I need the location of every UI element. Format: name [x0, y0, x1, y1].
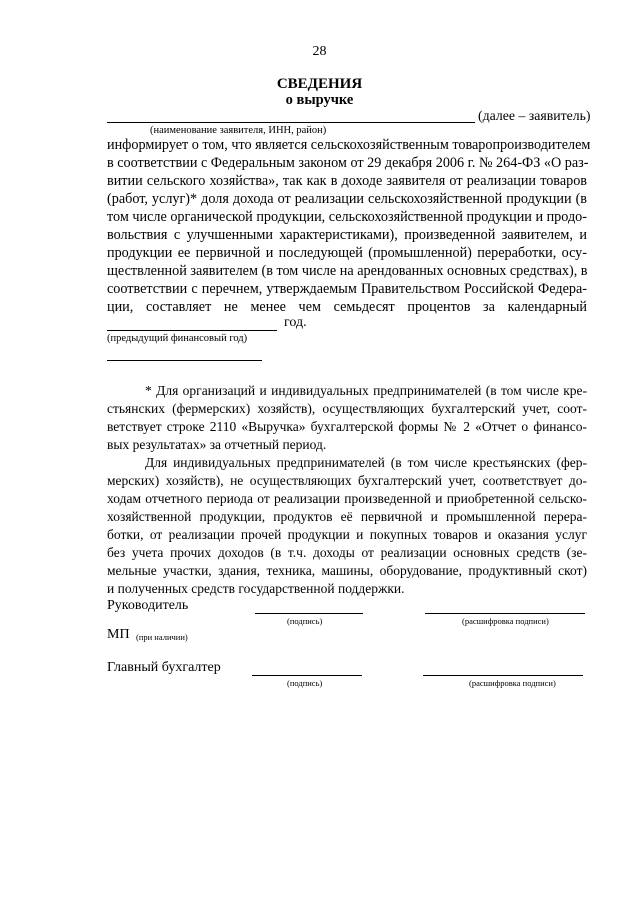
body-line: ции, составляет не менее чем семьдесят процентов за календарный	[107, 299, 587, 315]
head-decoding-caption: (расшифровка подписи)	[462, 616, 549, 626]
footnote-separator	[107, 360, 262, 361]
footnote-line: стьянских (фермерских) хозяйств), осуществляющих бухгалтерский учет, соот-	[107, 401, 587, 416]
year-blank[interactable]	[107, 330, 277, 331]
body-line: информирует о том, что является сельскохозяйственным товаропроизводителем	[107, 137, 591, 153]
head-decoding-field[interactable]	[425, 613, 585, 614]
document-title: СВЕДЕНИЯ	[276, 76, 363, 92]
accountant-decoding-field[interactable]	[423, 675, 583, 676]
body-line: (работ, услуг)* доля дохода от реализации сельскохозяйственной продукции (в	[107, 191, 587, 207]
head-signature-field[interactable]	[255, 613, 363, 614]
document-subtitle: о выручке	[285, 92, 354, 108]
footnote-line: хозяйственной продукции, продуктов её первичной и промышленной перера-	[107, 509, 587, 524]
body-line: соответствии с перечнем, утверждаемым Правительством Российской Федера-	[107, 281, 587, 297]
footnote-line: без учета прочих доходов (в т.ч. доходы от реализации основных средств (зе-	[107, 545, 587, 560]
body-line: витии сельского хозяйства», так как в доходе заявителя от реализации товаров	[107, 173, 587, 189]
footnote-line: вых результатах» за отчетный период.	[107, 437, 327, 452]
accountant-decoding-caption: (расшифровка подписи)	[469, 678, 556, 688]
body-line: продукции ее первичной и последующей (промышленной) переработки, осу-	[107, 245, 587, 261]
accountant-signature-field[interactable]	[252, 675, 362, 676]
body-line: вольствия с улучшенными характеристиками), произведенной заявителем, и	[107, 227, 587, 243]
footnote-line: * Для организаций и индивидуальных предпринимателей (в том числе кре-	[145, 383, 587, 398]
page-number: 28	[312, 44, 327, 59]
accountant-signature-caption: (подпись)	[287, 678, 323, 688]
head-label: Руководитель	[107, 598, 189, 613]
year-caption: (предыдущий финансовый год)	[107, 333, 248, 344]
applicant-caption: (наименование заявителя, ИНН, район)	[150, 125, 327, 136]
head-signature-caption: (подпись)	[287, 616, 323, 626]
applicant-suffix: (далее – заявитель)	[478, 108, 591, 123]
body-line: ществленной заявителем (в том числе на арендованных основных средствах), в	[107, 263, 588, 279]
footnote-line: мельные участки, здания, техника, машины, оборудование, продуктивный скот)	[107, 563, 587, 578]
body-line: том числе органической продукции, сельскохозяйственной продукции и продо-	[107, 209, 587, 225]
footnote-line: и полученных средств государственной поддержки.	[107, 581, 405, 596]
accountant-label: Главный бухгалтер	[107, 660, 221, 675]
footnote-line: ходам отчетного периода от реализации произведенной и приобретенной сельско-	[107, 491, 587, 506]
year-suffix: год.	[284, 315, 307, 330]
footnote-line: Для индивидуальных предпринимателей (в том числе крестьянских (фер-	[145, 455, 587, 470]
footnote-line: ветствует строке 2110 «Выручка» бухгалтерской формы № 2 «Отчет о финансо-	[107, 419, 587, 434]
body-line: в соответствии с Федеральным законом от 29 декабря 2006 г. № 264-ФЗ «О раз-	[107, 155, 589, 171]
footnote-line: мерских) хозяйств), не осуществляющих бухгалтерский учет, соответствует до-	[107, 473, 587, 488]
footnote-line: ботки, от реализации прочей продукции и покупных товаров и оказания услуг	[107, 527, 587, 542]
stamp-note: (при наличии)	[136, 632, 188, 642]
applicant-name-blank[interactable]	[107, 122, 475, 123]
stamp-label: МП	[107, 627, 130, 642]
